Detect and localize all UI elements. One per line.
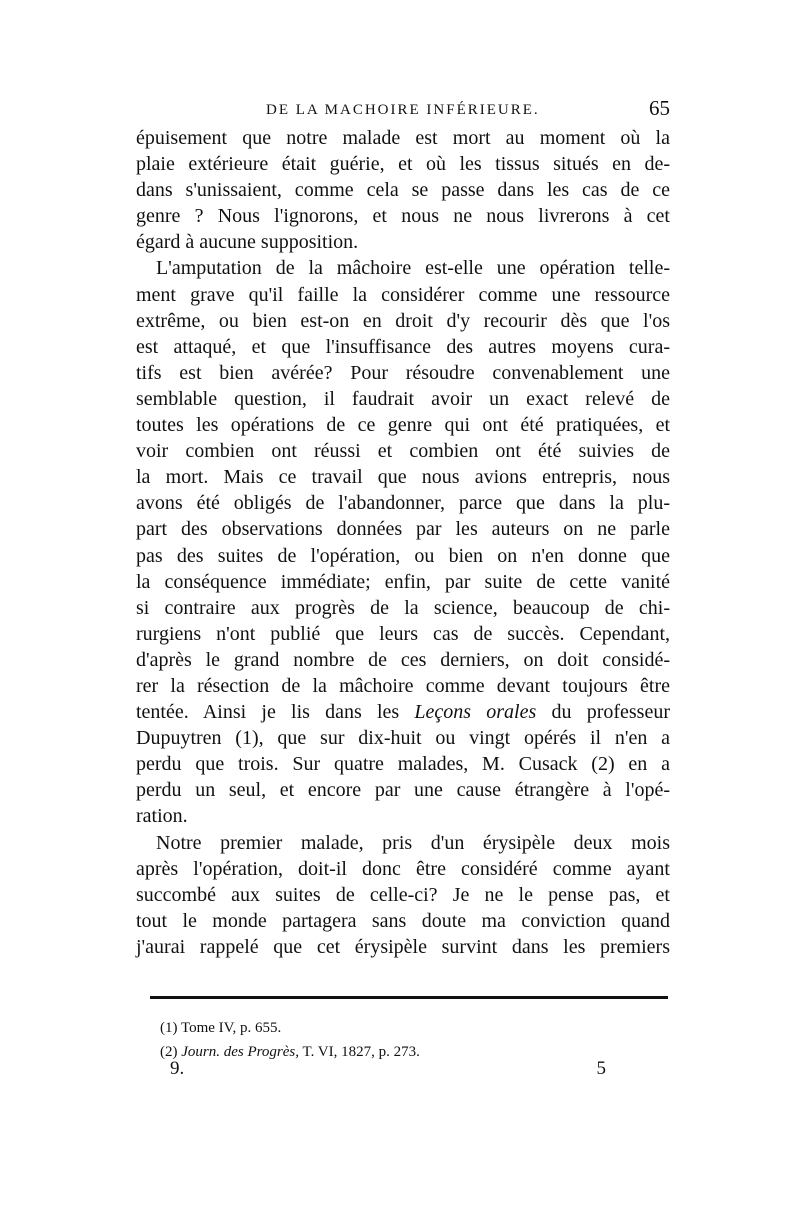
text-line: genre ? Nous l'ignorons, et nous ne nous livrerons à cet: [136, 205, 670, 228]
body-text: [136, 125, 670, 960]
footnote-ref: T. VI, 1827, p. 273.: [302, 1044, 420, 1060]
running-title: DE LA MACHOIRE INFÉRIEURE.: [266, 102, 540, 118]
text-line: tout le monde partagera sans doute ma conviction quand: [136, 909, 670, 932]
text-line: égard à aucune supposition.: [136, 231, 359, 254]
text-line: j'aurai rappelé que cet érysipèle survint dans les premiers: [136, 935, 670, 958]
text-line: Notre premier malade, pris d'un érysipèle deux mois: [156, 831, 670, 854]
journal-title: Journ. des Progrès,: [181, 1044, 300, 1060]
text-line: rer la résection de la mâchoire comme devant toujours être: [136, 674, 670, 697]
footnote-rule: [150, 996, 668, 999]
text-line: ration.: [136, 805, 188, 828]
page-header: [138, 96, 670, 126]
text-segment: tentée. Ainsi je lis dans les: [136, 701, 400, 724]
text-line: tifs est bien avérée? Pour résoudre convenablement une: [136, 361, 670, 384]
signature-mark: 9.: [170, 1058, 185, 1079]
text-line: après l'opération, doit-il donc être considéré comme ayant: [136, 857, 670, 880]
page-footer: [170, 1058, 606, 1086]
text-line: pas des suites de l'opération, ou bien on n'en donne que: [136, 544, 670, 567]
footnote-1: (1) Tome IV, p. 655.: [160, 1020, 282, 1036]
footnote-number: (2): [160, 1044, 178, 1060]
text-line: la conséquence immédiate; enfin, par suite de cette vanité: [136, 570, 670, 593]
text-line: perdu un seul, et encore par une cause étrangère à l'opé-: [136, 779, 670, 802]
text-line: perdu que trois. Sur quatre malades, M. Cusack (2) en a: [136, 753, 670, 776]
text-segment: du professeur: [551, 701, 670, 724]
sheet-number: 5: [596, 1058, 606, 1079]
text-line: semblable question, il faudrait avoir un exact relevé de: [136, 387, 670, 410]
italic-title: Leçons orales: [414, 701, 537, 724]
text-line: épuisement que notre malade est mort au moment où la: [136, 127, 670, 149]
text-line: toutes les opérations de ce genre qui ont été pratiquées, et: [136, 414, 670, 437]
text-line: Dupuytren (1), que sur dix-huit ou vingt opérés il n'en a: [136, 727, 670, 750]
text-line: rurgiens n'ont publié que leurs cas de succès. Cependant,: [136, 622, 670, 645]
text-line: plaie extérieure était guérie, et où les tissus situés en de-: [136, 153, 670, 176]
text-line: si contraire aux progrès de la science, beaucoup de chi-: [136, 596, 670, 619]
text-line: ment grave qu'il faille la considérer comme une ressource: [136, 283, 670, 306]
text-line: part des observations données par les auteurs on ne parle: [136, 518, 670, 541]
text-line: voir combien ont réussi et combien ont été suivies de: [136, 440, 670, 463]
text-line: extrême, ou bien est-on en droit d'y recourir dès que l'os: [136, 309, 670, 332]
text-line: [136, 699, 670, 725]
text-line: avons été obligés de l'abandonner, parce que dans la plu-: [136, 492, 670, 515]
text-line: d'après le grand nombre de ces derniers, on doit considé-: [136, 648, 670, 671]
text-line: dans s'unissaient, comme cela se passe dans les cas de ce: [136, 179, 670, 202]
text-line: la mort. Mais ce travail que nous avions entrepris, nous: [136, 466, 670, 489]
text-line: est attaqué, et que l'insuffisance des autres moyens cura-: [136, 335, 670, 358]
footnotes: [160, 1016, 670, 1064]
text-line: succombé aux suites de celle-ci? Je ne le pense pas, et: [136, 883, 670, 906]
text-line: L'amputation de la mâchoire est-elle une opération telle-: [156, 257, 670, 280]
page-number: 65: [649, 96, 670, 120]
